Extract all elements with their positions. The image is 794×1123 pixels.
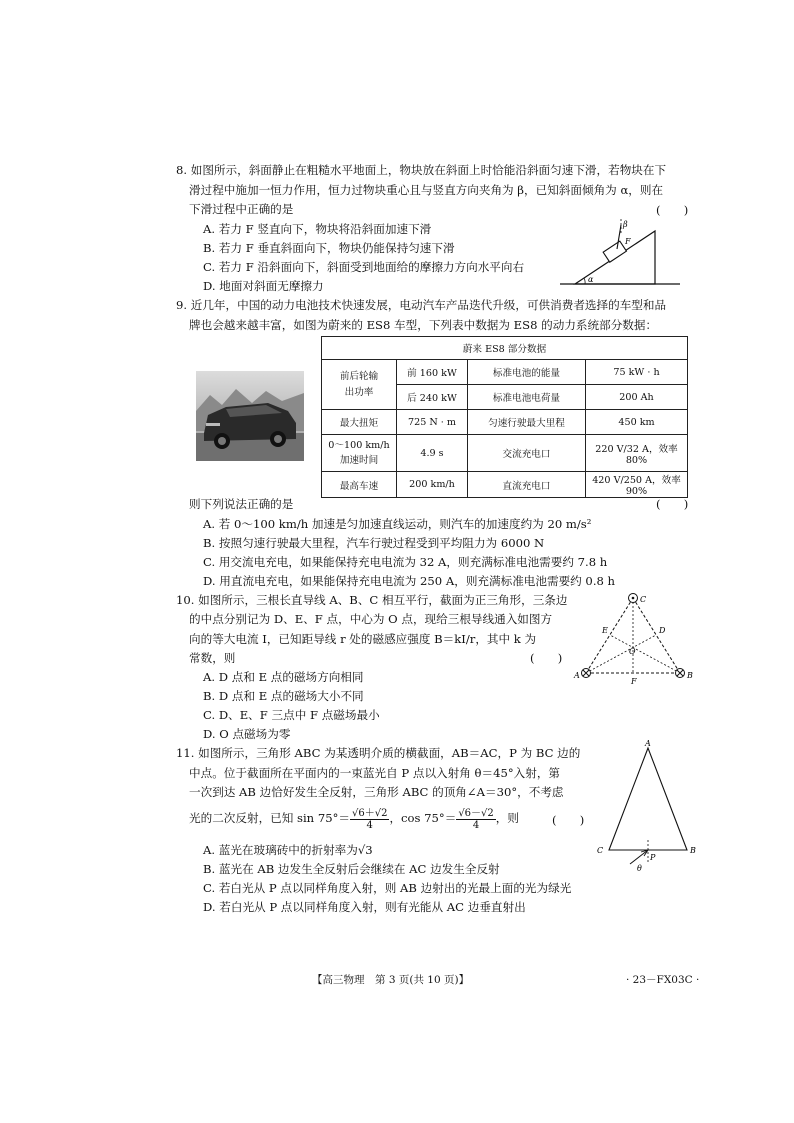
cell-rear-power: 后 240 kW: [397, 385, 468, 410]
cell-battery-charge-label: 标准电池电荷量: [468, 385, 586, 410]
cell-front-power: 前 160 kW: [397, 360, 468, 385]
q8-option-c: C. 若力 F 沿斜面向下，斜面受到地面给的摩擦力方向水平向右: [203, 260, 525, 274]
label-f: F: [631, 677, 637, 686]
q8-line3: 下滑过程中正确的是: [189, 202, 294, 216]
median-b: [610, 635, 680, 673]
label-a: A: [645, 740, 651, 748]
sin75-denominator: 4: [366, 819, 373, 831]
exam-code: · 23－FX03C ·: [626, 974, 700, 986]
cell-accel: 4.9 s: [397, 435, 468, 472]
page-footer: 【高三物理 第 3 页(共 10 页)】: [312, 974, 470, 986]
cell-dc: 420 V/250 A，效率 90%: [586, 472, 688, 498]
beta-label: β: [623, 220, 628, 229]
incident-ray: [630, 850, 648, 864]
block: [603, 241, 626, 262]
q10-wires-figure: [570, 588, 700, 688]
cell-wheel-power: [322, 360, 397, 410]
q11-line4: [189, 805, 519, 831]
q9-line2: 牌也会越来越丰富，如图为蔚来的 ES8 车型，下列表中数据为 ES8 的动力系统部分数据：: [189, 318, 658, 332]
q11-option-b: B. 蓝光在 AB 边发生全反射后会继续在 AC 边发生全反射: [203, 862, 500, 876]
q9-option-d: D. 用直流电充电，如果能保持充电电流为 250 A，则充满标准电池需要约 0.8 h: [203, 574, 616, 588]
label-p: P: [650, 853, 656, 862]
label-c: C: [640, 595, 647, 604]
q11-option-a: A. 蓝光在玻璃砖中的折射率为√3: [203, 843, 373, 857]
label-a: A: [574, 671, 580, 680]
cell-ac-label: 交流充电口: [468, 435, 586, 472]
q9-option-b: B. 按照匀速行驶最大里程，汽车行驶过程受到平均阻力为 6000 N: [203, 536, 545, 550]
alpha-arc: [584, 278, 585, 284]
cell-dc-label: 直流充电口: [468, 472, 586, 498]
q8-incline-figure: [555, 215, 685, 290]
cell-range-label: 匀速行驶最大里程: [468, 410, 586, 435]
cell-ac: 220 V/32 A，效率 80%: [586, 435, 688, 472]
q10-option-a: A. D 点和 E 点的磁场方向相同: [203, 670, 364, 684]
cell-wheel-power-l1: 前后轮输: [339, 370, 379, 382]
median-a: [586, 635, 656, 673]
label-theta: θ: [637, 864, 642, 873]
q10-option-d: D. O 点磁场为零: [203, 727, 291, 741]
q11-cos-label: ，cos 75°＝: [389, 811, 457, 825]
q10-line2: 的中点分别记为 D、E、F 点，中心为 O 点，现给三根导线通入如图方: [189, 612, 553, 626]
cos75-fraction: [456, 808, 495, 831]
table-title: 蔚来 ES8 部分数据: [322, 337, 688, 360]
cell-range: 450 km: [586, 410, 688, 435]
q8-option-d: D. 地面对斜面无摩擦力: [203, 279, 324, 293]
q10-option-b: B. D 点和 E 点的磁场大小不同: [203, 689, 364, 703]
es8-car-image: [196, 371, 304, 461]
label-b: B: [687, 671, 693, 680]
sin75-numerator: √6＋√2: [351, 807, 388, 819]
q11-option-c: C. 若白光从 P 点以同样角度入射，则 AB 边射出的光最上面的光为绿光: [203, 881, 572, 895]
cell-battery-energy: 75 kW · h: [586, 360, 688, 385]
label-o: O: [629, 647, 636, 656]
q10-line4: 常数，则: [189, 651, 236, 665]
q10-line1: 10. 如图所示，三根长直导线 A、B、C 相互平行，截面为正三角形，三条边: [176, 593, 568, 607]
car-photo: [196, 371, 304, 461]
q11-option-d: D. 若白光从 P 点以同样角度入射，则有光能从 AC 边垂直射出: [203, 900, 526, 914]
side-bc: [633, 598, 680, 673]
cell-battery-energy-label: 标准电池的能量: [468, 360, 586, 385]
label-d: D: [659, 626, 666, 635]
q8-option-a: A. 若力 F 竖直向下，物块将沿斜面加速下滑: [203, 222, 432, 236]
q8-line1: 8. 如图所示，斜面静止在粗糙水平地面上，物块放在斜面上时恰能沿斜面匀速下滑，若物块在下: [176, 163, 667, 177]
q10-line3: 向的等大电流 I，已知距导线 r 处的磁感应强度 B＝kI/r，其中 k 为: [189, 632, 537, 646]
q10-answer-paren: ( ): [530, 651, 563, 665]
triangle-abc: [609, 748, 687, 850]
q9-option-c: C. 用交流电充电，如果能保持充电电流为 32 A，则充满标准电池需要约 7.8 h: [203, 555, 608, 569]
cell-speed-label: 最高车速: [322, 472, 397, 498]
alpha-label: α: [588, 275, 594, 284]
q9-answer-paren: ( ): [656, 497, 689, 511]
q9-option-a: A. 若 0～100 km/h 加速是匀加速直线运动，则汽车的加速度约为 20 m/s²: [203, 517, 592, 531]
cell-wheel-power-l2: 出功率: [344, 386, 374, 398]
q9-stem: 则下列说法正确的是: [189, 497, 294, 511]
cell-accel-l2: 加速时间: [339, 455, 379, 466]
q11-answer-paren: ( ): [552, 813, 585, 827]
cell-accel-label: [322, 435, 397, 472]
label-b: B: [690, 846, 696, 855]
cell-accel-l1: 0～100 km/h: [328, 440, 390, 451]
cos75-numerator: √6－√2: [458, 807, 494, 819]
cell-torque-label: 最大扭矩: [322, 410, 397, 435]
q11-line1: 11. 如图所示，三角形 ABC 为某透明介质的横截面，AB＝AC，P 为 BC 边的: [176, 746, 581, 760]
q10-option-c: C. D、E、F 三点中 F 点磁场最小: [203, 708, 380, 722]
sin75-fraction: [350, 808, 389, 831]
q9-line1: 9. 近几年，中国的动力电池技术快速发展，电动汽车产品迭代升级，可供消费者选择的车型和品: [176, 298, 667, 312]
cell-battery-charge: 200 Ah: [586, 385, 688, 410]
label-c: C: [597, 846, 604, 855]
es8-spec-table: [321, 336, 688, 498]
q11-line3: 一次到达 AB 边恰好发生全反射，三角形 ABC 的顶角∠A＝30°，不考虑: [189, 785, 564, 799]
cos75-denominator: 4: [472, 819, 480, 831]
q11-prism-figure: [592, 740, 702, 880]
q11-then: ，则: [495, 811, 519, 825]
q11-sin-label: 光的二次反射，已知 sin 75°＝: [189, 811, 350, 825]
q8-answer-paren: ( ): [656, 203, 689, 217]
label-e: E: [602, 626, 608, 635]
side-ac: [586, 598, 633, 673]
cell-torque: 725 N · m: [397, 410, 468, 435]
q11-line2: 中点。位于截面所在平面内的一束蓝光自 P 点以入射角 θ＝45°入射，第: [189, 766, 561, 780]
f-label: F: [625, 237, 631, 246]
q8-option-b: B. 若力 F 垂直斜面向下，物块仍能保持匀速下滑: [203, 241, 455, 255]
cell-speed: 200 km/h: [397, 472, 468, 498]
q8-line2: 滑过程中施加一恒力作用，恒力过物块重心且与竖直方向夹角为 β，已知斜面倾角为 α，则在: [189, 183, 664, 197]
